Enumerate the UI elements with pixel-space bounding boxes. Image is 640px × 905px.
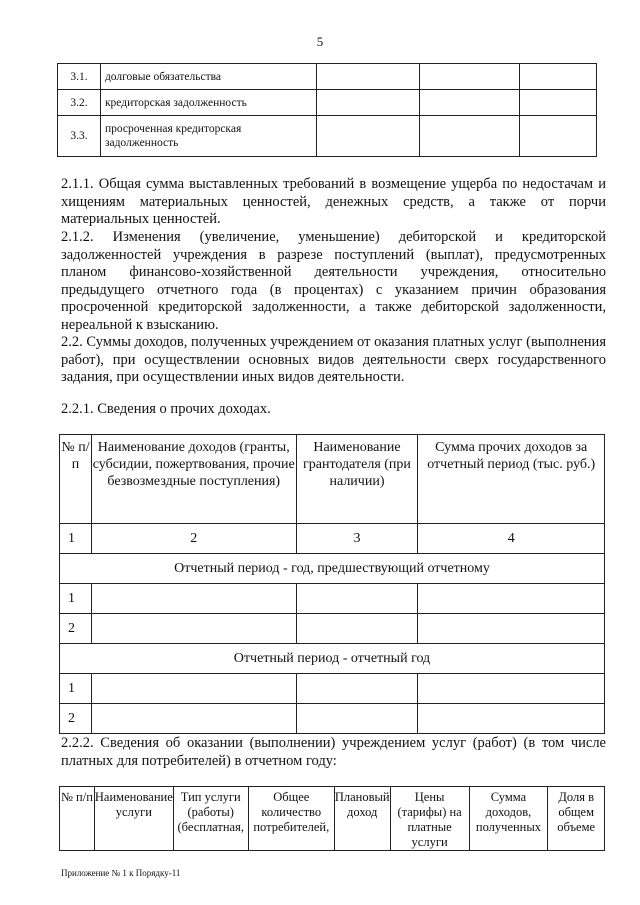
row-label: просроченная кредиторская задолженность xyxy=(100,116,316,157)
liabilities-table xyxy=(57,63,597,157)
page-number: 5 xyxy=(316,34,324,49)
table-cell xyxy=(316,90,420,116)
row-number: 3.2. xyxy=(58,90,101,116)
row-label: кредиторская задолженность xyxy=(100,90,316,116)
section-title: Отчетный период - год, предшествующий отчетному xyxy=(60,554,605,584)
table-row xyxy=(60,674,605,704)
footer-note: Приложение № 1 к Порядку-11 xyxy=(61,868,181,878)
table-cell xyxy=(316,64,420,90)
paragraph-2-1-2: 2.1.2. Изменения (увеличение, уменьшение) дебиторской и кредиторской задолженностей учреждения в разрезе поступлений (выплат), предусмотренных планом финансово-хозяйственной деятельности учреждения, относительно предыдущего отчетного года (в процентах) с указанием причин образования просроченной кредиторской задолженности, а также дебиторской задолженности, нереальной к взысканию. xyxy=(61,229,606,333)
paragraph-2-2-2: 2.2.2. Сведения об оказании (выполнении) учреждением услуг (работ) (в том числе платных для потребителей) в отчетном году: xyxy=(61,735,606,769)
header-consumers: Общее количество потребителей, xyxy=(248,787,334,851)
paragraph-2-1-1: 2.1.1. Общая сумма выставленных требований в возмещение ущерба по недостачам и хищениям материальных ценностей, денежных средств, а также от порчи материальных ценностей. xyxy=(61,176,606,227)
row-number: 1 xyxy=(60,674,92,704)
table-cell xyxy=(420,116,520,157)
table-cell xyxy=(520,116,597,157)
table-cell xyxy=(418,614,605,644)
table-cell xyxy=(91,704,296,734)
header-number: № п/п xyxy=(60,787,95,851)
table-cell xyxy=(420,64,520,90)
table-header-row xyxy=(60,787,605,851)
table-row xyxy=(58,64,597,90)
table-cell xyxy=(296,614,418,644)
table-cell xyxy=(520,64,597,90)
header-income-sum: Сумма доходов, полученных xyxy=(469,787,548,851)
table-row xyxy=(60,584,605,614)
col-number: 2 xyxy=(91,524,296,554)
section-row xyxy=(60,554,605,584)
table-cell xyxy=(418,674,605,704)
col-number: 4 xyxy=(418,524,605,554)
paragraph-2-2: 2.2. Суммы доходов, полученных учреждением от оказания платных услуг (выполнения работ), при осуществлении основных видов деятельности сверх государственного задания, при осуществлении иных видов деятельности. xyxy=(61,334,606,385)
table-cell xyxy=(420,90,520,116)
row-number: 2 xyxy=(60,704,92,734)
table-row xyxy=(60,704,605,734)
table-cell xyxy=(296,584,418,614)
services-table xyxy=(59,786,605,851)
table-cell xyxy=(296,674,418,704)
header-share: Доля в общем объеме xyxy=(548,787,605,851)
table-row xyxy=(58,90,597,116)
col-number: 1 xyxy=(60,524,92,554)
table-cell xyxy=(296,704,418,734)
section-row xyxy=(60,644,605,674)
header-number: № п/п xyxy=(60,435,92,524)
table-header-row xyxy=(60,435,605,524)
header-grantor: Наименование грантодателя (при наличии) xyxy=(296,435,418,524)
header-service-type: Тип услуги (работы) (бесплатная, xyxy=(173,787,248,851)
table-cell xyxy=(91,614,296,644)
row-number: 1 xyxy=(60,584,92,614)
header-planned-income: Плановый доход xyxy=(334,787,390,851)
table-cell xyxy=(520,90,597,116)
header-service-name: Наименование услуги xyxy=(94,787,173,851)
other-income-table xyxy=(59,434,605,734)
table-row xyxy=(60,614,605,644)
table-cell xyxy=(418,704,605,734)
table-cell xyxy=(91,674,296,704)
table-cell xyxy=(91,584,296,614)
col-number: 3 xyxy=(296,524,418,554)
row-number: 2 xyxy=(60,614,92,644)
table-row xyxy=(58,116,597,157)
column-number-row xyxy=(60,524,605,554)
table-cell xyxy=(418,584,605,614)
header-prices: Цены (тарифы) на платные услуги xyxy=(390,787,469,851)
row-number: 3.1. xyxy=(58,64,101,90)
header-income-name: Наименование доходов (гранты, субсидии, пожертвования, прочие безвозмездные поступления) xyxy=(91,435,296,524)
row-label: долговые обязательства xyxy=(100,64,316,90)
table-cell xyxy=(316,116,420,157)
row-number: 3.3. xyxy=(58,116,101,157)
section-title: Отчетный период - отчетный год xyxy=(60,644,605,674)
paragraph-2-2-1: 2.2.1. Сведения о прочих доходах. xyxy=(61,401,271,417)
header-amount: Сумма прочих доходов за отчетный период (тыс. руб.) xyxy=(418,435,605,524)
